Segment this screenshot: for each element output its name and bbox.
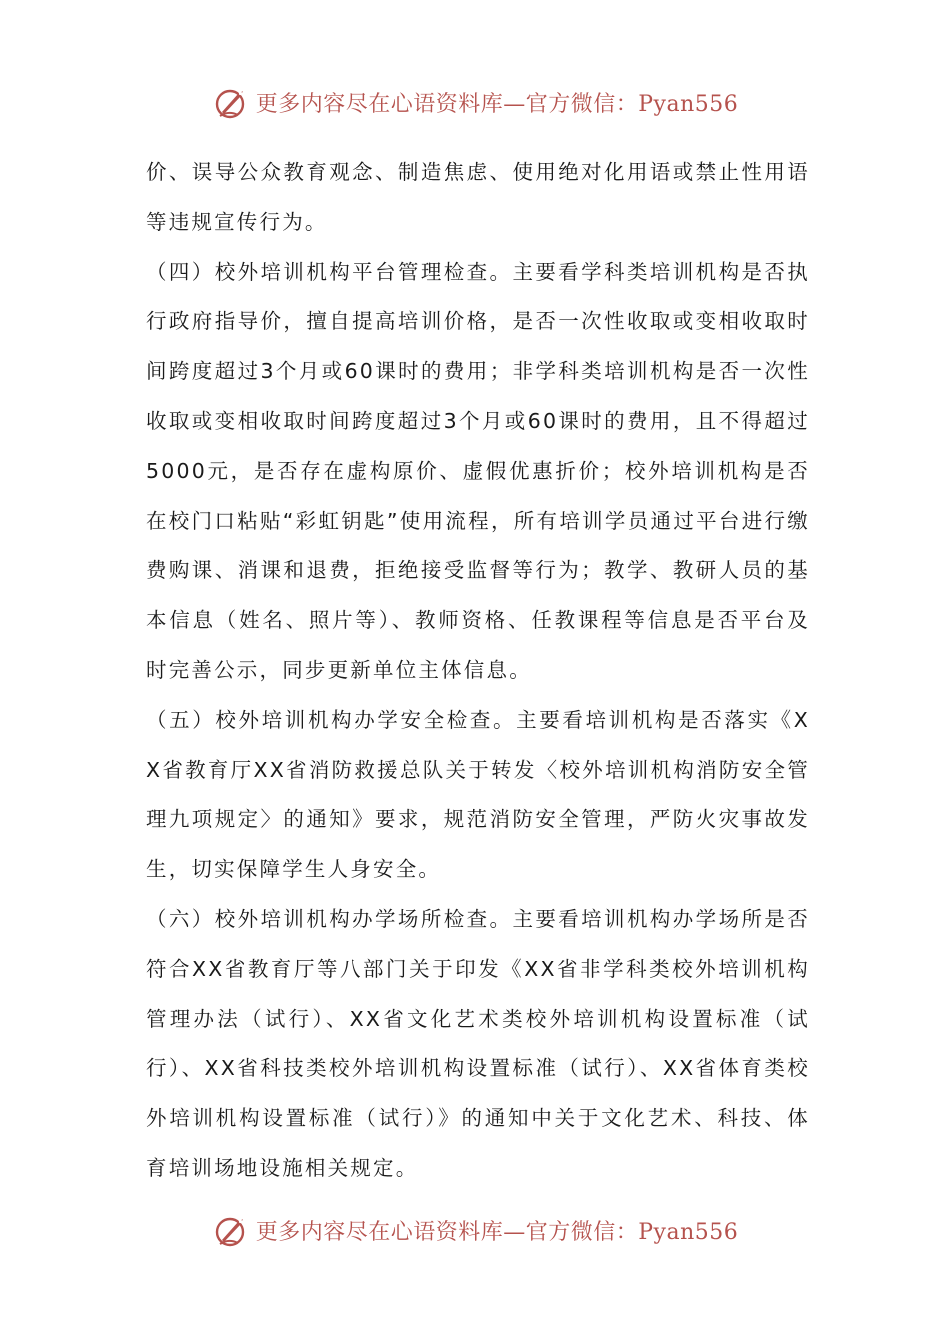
paragraph-section-5: （五）校外培训机构办学安全检查。主要看培训机构是否落实《XX省教育厅XX省消防救援总队关于转发〈校外培训机构消防安全管理九项规定〉的通知》要求，规范消防安全管理，严防火灾事故发生，切实保障学生人身安全。 [146,707,810,882]
footer-banner [0,1208,950,1252]
banner-text: 更多内容尽在心语资料库—官方微信：Pyan556 [255,91,739,117]
banner-text: 更多内容尽在心语资料库—官方微信：Pyan556 [255,1219,739,1245]
document-body [146,148,810,1194]
paragraph-section-4: （四）校外培训机构平台管理检查。主要看学科类培训机构是否执行政府指导价，擅自提高培训价格，是否一次性收取或变相收取时间跨度超过3个月或60课时的费用；非学科类培训机构是否一次性收取或变相收取时间跨度超过3个月或60课时的费用，且不得超过5000元，是否存在虚构原价、虚假优惠折价；校外培训机构是否在校门口粘贴“彩虹钥匙”使用流程，所有培训学员通过平台进行缴费购课、消课和退费，拒绝接受监督等行为；教学、教研人员的基本信息（姓名、照片等）、教师资格、任教课程等信息是否平台及时完善公示，同步更新单位主体信息。 [146,259,810,682]
pen-nib-logo-icon [212,1210,252,1250]
paragraph-section-6: （六）校外培训机构办学场所检查。主要看培训机构办学场所是否符合XX省教育厅等八部门关于印发《XX省非学科类校外培训机构管理办法（试行）、XX省文化艺术类校外培训机构设置标准（试行）、XX省科技类校外培训机构设置标准（试行）、XX省体育类校外培训机构设置标准（试行）》的通知中关于文化艺术、科技、体育培训场地设施相关规定。 [146,906,810,1180]
pen-nib-logo-icon [212,82,252,122]
paragraph-continuation: 价、误导公众教育观念、制造焦虑、使用绝对化用语或禁止性用语等违规宣传行为。 [146,160,810,234]
header-banner [0,80,950,124]
